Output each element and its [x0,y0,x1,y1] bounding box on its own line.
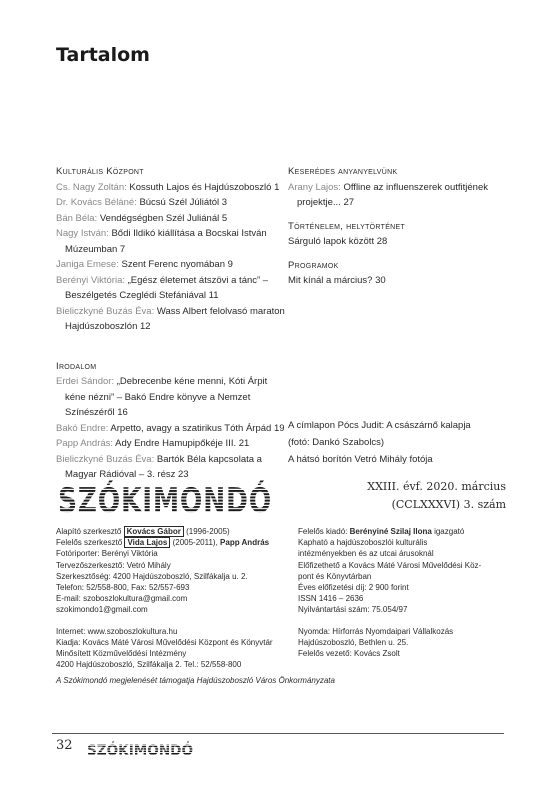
toc-author: Berényi Viktória: [56,274,125,286]
imprint-printer-address: Hajdúszoboszló, Bethlen u. 25. [298,637,409,647]
toc-author: Cs. Nagy Zoltán: [56,181,127,193]
founder-years: (1996-2005) [186,527,230,536]
editor-label: Felelős szerkesztő [56,538,123,548]
page-number: 32 [56,738,73,753]
imprint-printer-manager: Felelős vezető: Kovács Zsolt [298,649,400,659]
logo-text: SZÓKIMONDÓ [58,481,334,521]
imprint-left [56,526,294,670]
section-heading: Programok [288,259,339,271]
toc-author: Janiga Emese: [56,259,119,270]
section-heading: Történelem, helytörténet [288,220,406,232]
imprint-publisher-address: 4200 Hajdúszoboszló, Szilfákalja 2. Tel.: 52/558-800 [56,660,242,670]
section-heading: Irodalom [56,360,97,372]
section-heading: Keserédes anyanyelvünk [288,166,398,177]
toc-entry[interactable] [288,180,510,211]
toc-entry[interactable] [56,195,286,211]
footer-divider [52,733,504,734]
imprint-subscription-2: pont és Könyvtárban [298,571,372,581]
toc-entry[interactable] [56,211,286,227]
toc-author: Bakó Endre: [56,422,109,434]
toc-author: Nagy István: [56,228,109,239]
toc-title: Wass Albert felolvasó maraton Hajdúszoboszlón 12 [65,305,285,332]
toc-right-column [288,164,510,289]
toc-title: Arpetto, avagy a szatirikus Tóth Árpád 19 [110,422,285,434]
toc-title: Búcsú Szél Júliától 3 [139,197,228,208]
imprint-photo: Fotóriporter: Berényi Viktória [56,549,158,559]
toc-author: Bán Béla: [56,212,98,224]
toc-left-column [56,164,286,483]
cover-note-back: A hátsó borítón Vetró Mihály fotója [288,454,433,465]
footer-logo-text: SZÓKIMONDÓ [87,743,197,759]
footer-logo [86,741,196,757]
szokimondo-logo [56,474,334,521]
toc-entry[interactable] [56,257,286,273]
toc-entry[interactable] [56,304,286,335]
imprint-founder [56,526,294,537]
imprint-registration: Nyilvántartási szám: 75.054/97 [298,605,408,615]
toc-title: Bartók Béla kapcsolata a Magyar Rádióval – 3. rész 23 [65,453,262,480]
toc-title: Bődi Ildikó kiállítása a Bocskai István Múzeumban 7 [65,228,267,255]
imprint-issn: ISSN 1416 – 2636 [298,594,364,604]
publisher-name: Berényiné Szilaj Ilona [349,527,432,536]
imprint-subscription: Előfizethető a Kovács Máté Városi Művelődési Köz- [298,560,482,570]
cover-notes [288,417,518,468]
imprint-internet[interactable]: Internet: www.szoboszlokultura.hu [56,626,178,636]
toc-title: Kossuth Lajos és Hajdúszoboszló 1 [129,181,280,193]
support-note: A Szókimondó megjelenését támogatja Hajdúszoboszló Város Önkormányzata [56,676,335,685]
toc-author: Papp András: [56,438,114,449]
editor-years: (2005-2011), [172,538,218,548]
imprint-availability-2: intézményekben és az utcai árusoknál [298,549,434,559]
page-title: Tartalom [56,44,150,66]
toc-author: Bieliczkyné Buzás Éva: [56,305,155,317]
toc-author: Bieliczkyné Buzás Éva: [56,453,155,465]
toc-title: Mit kínál a március? 30 [288,275,386,286]
imprint-designer: Tervezőszerkesztő: Vetró Mihály [56,560,171,570]
imprint-phone: Telefon: 52/558-800, Fax: 52/557-693 [56,583,190,593]
toc-author: Erdei Sándor: [56,376,115,387]
editor-current: Papp András [220,538,270,548]
imprint-responsible-publisher [298,526,508,537]
masthead [56,474,506,521]
imprint-editor [56,537,294,548]
imprint-printer: Nyomda: Hírforrás Nyomdaipari Vállalkozás [298,626,454,636]
imprint-publisher-status: Minősített Közművelődési Intézmény [56,649,187,659]
toc-title: „Debrecenbe kéne menni, Kóti Árpit kéne nézni” – Bakó Endre könyve a Nemzet Színészéről 16 [65,376,268,418]
toc-title: Ady Endre Hamupipőkéje III. 21 [115,438,250,449]
publisher-label: Felelős kiadó: [298,527,348,536]
imprint-price: Éves előfizetési díj: 2 900 forint [298,583,409,593]
toc-entry[interactable] [56,436,286,452]
toc-entry[interactable] [56,180,286,196]
issue-volume: XXIII. évf. 2020. március [367,480,506,493]
toc-entry[interactable] [56,421,286,437]
toc-title: „Egész életemet átszövi a tánc” – Beszélgetés Czeglédi Stefániával 11 [65,274,269,301]
toc-entry[interactable] [56,374,286,421]
founder-name: Kovács Gábor [124,526,184,537]
toc-entry[interactable] [56,273,286,304]
toc-author: Arany Lajos: [288,181,341,193]
imprint-right [298,526,508,659]
imprint-publisher: Kiadja: Kovács Máté Városi Művelődési Központ és Könyvtár [56,637,273,647]
imprint-office: Szerkesztőség: 4200 Hajdúszoboszló, Szilfákalja u. 2. [56,571,248,581]
toc-entry[interactable] [288,234,510,250]
editor-name: Vida Lajos [124,537,170,548]
toc-title: Szent Ferenc nyomában 9 [121,259,233,270]
toc-title: Offline az influenszerek outfitjének projektje... 27 [297,181,488,208]
publisher-role: igazgató [434,527,465,536]
issue-info [367,478,506,514]
founder-label: Alapító szerkesztő [56,527,122,536]
section-heading: Kulturális Központ [56,166,144,177]
toc-entry[interactable] [288,273,510,289]
cover-note-front: A címlapon Pócs Judit: A császárnő kalapja [288,420,471,431]
imprint-email[interactable]: E-mail: szoboszlokultura@gmail.com [56,594,188,604]
toc-title: Vendégségben Szél Juliánál 5 [99,212,228,224]
toc-title: Sárguló lapok között 28 [288,236,388,247]
cover-note-photo: (fotó: Dankó Szabolcs) [288,437,385,448]
toc-author: Dr. Kovács Béláné: [56,197,137,208]
imprint-availability: Kapható a hajdúszoboszlói kulturális [298,538,428,548]
issue-number: (CCLXXXVI) 3. szám [391,498,506,511]
imprint-email-2[interactable]: szokimondo1@gmail.com [56,605,148,615]
toc-entry[interactable] [56,226,286,257]
